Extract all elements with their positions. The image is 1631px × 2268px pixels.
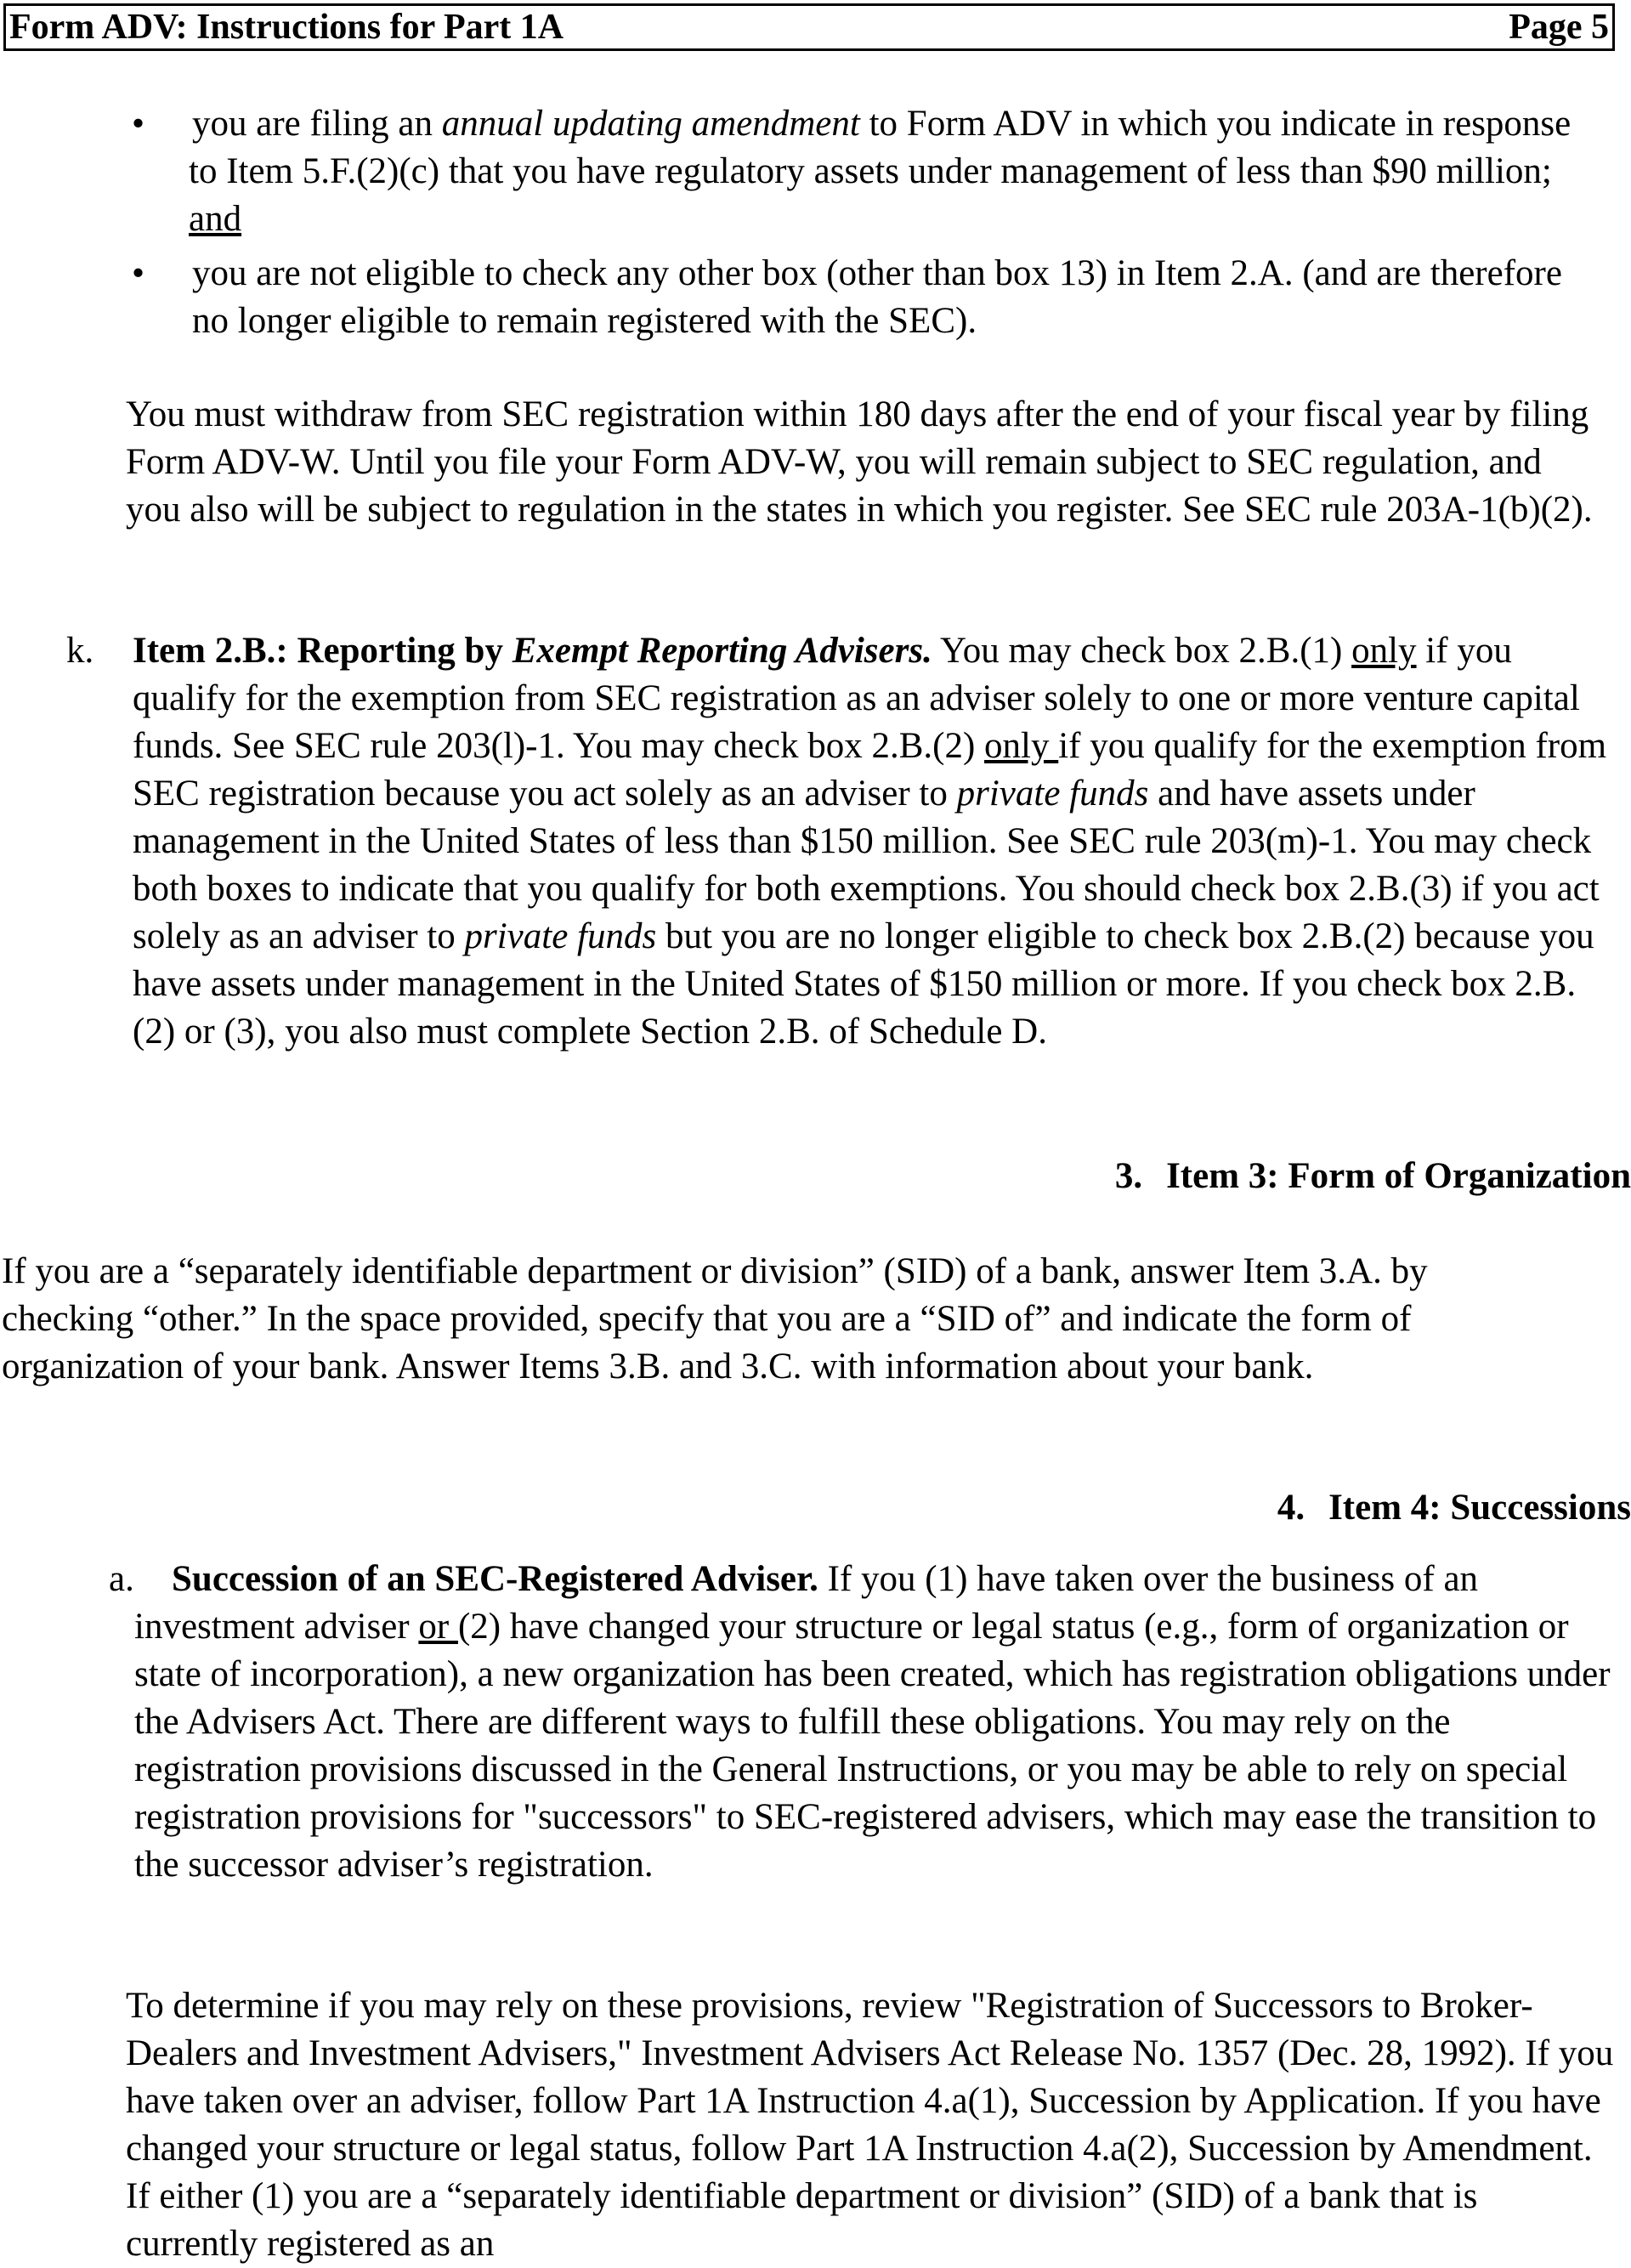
item-k-heading: Item 2.B.: Reporting by Exempt Reporting Advisers. [133, 631, 932, 671]
withdraw-paragraph: You must withdraw from SEC registration within 180 days after the end of your fiscal year by filing Form ADV-W. Until you file your Form ADV-W, you will remain subject to SEC regulation, and you also will be subject to regulation in the states in which you register. See SEC rule 203A-1(b)(2). [126, 394, 1593, 530]
item-4a-paragraph: Succession of an SEC-Registered Adviser. If you (1) have taken over the business of an investment adviser or (2) have changed your structure or legal status (e.g., form of organization or state of incorporation), a new organization has been created, which has registration obligations under the Advisers Act. There are different ways to fulfill these obligations. You may rely on the registration provisions discussed in the General Instructions, or you may be able to rely on special registration provisions for "successors" to SEC-registered advisers, which may ease the transition to the successor adviser’s registration. [134, 1559, 1611, 1885]
page-header [3, 3, 1615, 51]
item-letter-a: a. [109, 1559, 134, 1599]
header-title: Form ADV: Instructions for Part 1A [9, 8, 564, 47]
bullet-dot: • [132, 253, 145, 293]
determine-paragraph: To determine if you may rely on these provisions, review "Registration of Successors to Broker-Dealers and Investment Advisers," Investment Advisers Act Release No. 1357 (Dec. 28, 1992). If you have taken over an adviser, follow Part 1A Instruction 4.a(1), Succession by Application. If you have changed your structure or legal status, follow Part 1A Instruction 4.a(2), Succession by Amendment. If either (1) you are a “separately identifiable department or division” (SID) of a bank that is currently registered as an [126, 1986, 1614, 2264]
item-4a-heading: Succession of an SEC-Registered Adviser. [172, 1559, 818, 1599]
term-annual-updating-amendment: annual updating amendment [441, 104, 860, 144]
header-page-number: Page 5 [1509, 8, 1609, 47]
underlined-and: and [189, 199, 242, 239]
section-4-heading: 4. Item 4: Successions [1277, 1488, 1631, 1528]
section-3-body: If you are a “separately identifiable department or division” (SID) of a bank, answer Item 3.A. by checking “other.” In the space provided, specify that you are a “SID of” and indicate the form of organization of your bank. Answer Items 3.B. and 3.C. with information about your bank. [2, 1251, 1428, 1386]
bullet-dot: • [132, 104, 145, 144]
bullet-item-2: you are not eligible to check any other box (other than box 13) in Item 2.A. (and are therefore no longer eligible to remain registered with the SEC). [192, 253, 1562, 341]
item-k-paragraph: Item 2.B.: Reporting by Exempt Reporting Advisers. You may check box 2.B.(1) only if you qualify for the exemption from SEC registration as an adviser solely to one or more venture capital funds. See SEC rule 203(l)-1. You may check box 2.B.(2) only if you qualify for the exemption from SEC registration because you act solely as an adviser to private funds and have assets under management in the United States of less than $150 million. See SEC rule 203(m)-1. You may check both boxes to indicate that you qualify for both exemptions. You should check box 2.B.(3) if you act solely as an adviser to private funds but you are no longer eligible to check box 2.B.(2) because you have assets under management in the United States of $150 million or more. If you check box 2.B.(2) or (3), you also must complete Section 2.B. of Schedule D. [133, 631, 1607, 1052]
item-letter-k: k. [66, 631, 94, 671]
bullet-item-1: you are filing an annual updating amendment to Form ADV in which you indicate in response to Item 5.F.(2)(c) that you have regulatory assets under management of less than $90 million; and [189, 104, 1572, 239]
section-3-heading: 3. Item 3: Form of Organization [1114, 1156, 1631, 1196]
